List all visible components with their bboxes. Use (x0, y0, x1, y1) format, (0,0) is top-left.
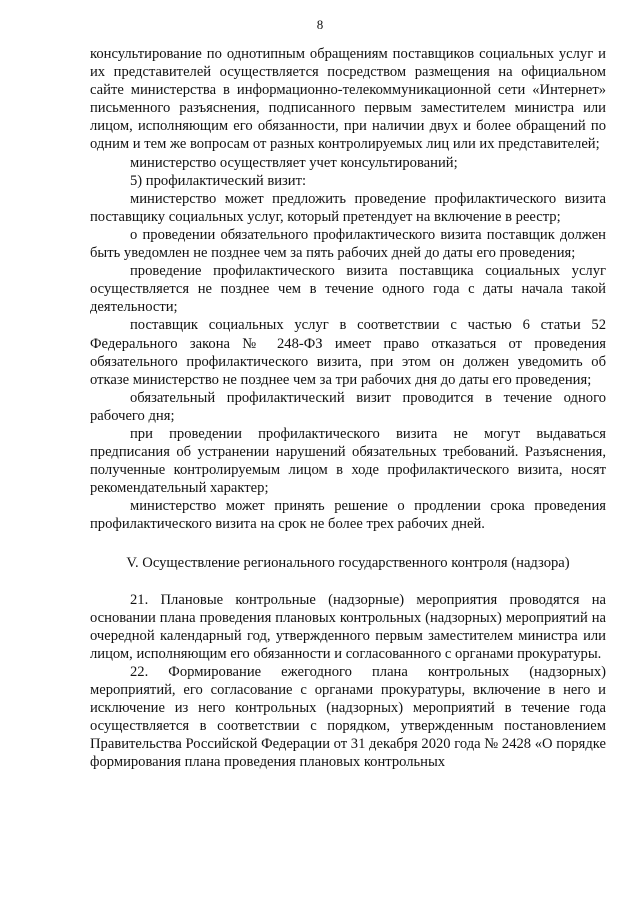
section-heading: V. Осуществление регионального государственного контроля (надзора) (126, 554, 570, 571)
paragraph-visit-refusal: поставщик социальных услуг в соответствии с частью 6 статьи 52 Федерального закона № 248-ФЗ имеет право отказаться от проведения обязательного профилактического визита, при этом он должен уведомить об отказе министерство не позднее чем за три рабочих дня до даты его проведения; (90, 317, 606, 388)
paragraph-visit-duration: обязательный профилактический визит проводится в течение одного рабочего дня; (90, 389, 606, 424)
paragraph-visit-extension: министерство может принять решение о продлении срока проведения профилактического визита на срок не более трех рабочих дней. (90, 498, 606, 533)
paragraph-visit-deadline: проведение профилактического визита поставщика социальных услуг осуществляется не позднее чем в течение одного года с даты начала такой деятельности; (90, 263, 606, 316)
paragraph-visit-notice: о проведении обязательного профилактического визита поставщик должен быть уведомлен не позднее чем за пять рабочих дней до даты его проведения; (90, 226, 606, 262)
paragraph-visit-no-orders: при проведении профилактического визита не могут выдаваться предписания об устранении нарушений обязательных требований. Разъяснения, полученные контролируемым лицом в ходе профилактического визита, носят рекомендательный характер; (90, 425, 606, 497)
page-number: 8 (316, 17, 324, 32)
paragraph-clause-22: 22. Формирование ежегодного плана контрольных (надзорных) мероприятий, его согласование с органами прокуратуры, включение в него и исключение из него контрольных (надзорных) мероприятий в течение года осуществляется в соответствии с порядком, утвержденным постановлением Правительства Российской Федерации от 31 декабря 2020 года № 2428 «О порядке формирования плана проведения плановых контрольных (90, 664, 606, 771)
paragraph-consulting-continuation: консультирование по однотипным обращениям поставщиков социальных услуг и их представителей осуществляется посредством размещения на официальном сайте министерства в информационно-телекоммуникационной сети «Интернет» письменного разъяснения, подписанного первым заместителем министра или лицом, исполняющим его обязанности, при наличии двух и более обращений по одним и тем же вопросам от разных контролируемых лиц или их представителей; (90, 46, 606, 153)
paragraph-preventive-visit-item: 5) профилактический визит: (130, 172, 307, 189)
paragraph-clause-21: 21. Плановые контрольные (надзорные) мероприятия проводятся на основании плана проведения плановых контрольных (надзорных) мероприятий на очередной календарный год, утвержденного первым заместителем министра или лицом, исполняющим его обязанности и согласованного с органами прокуратуры. (90, 591, 606, 662)
paragraph-consultation-accounting: министерство осуществляет учет консультирований; (130, 154, 458, 171)
document-body (90, 45, 606, 772)
paragraph-visit-offer: министерство может предложить проведение профилактического визита поставщику социальных услуг, который претендует на включение в реестр; (90, 190, 606, 225)
